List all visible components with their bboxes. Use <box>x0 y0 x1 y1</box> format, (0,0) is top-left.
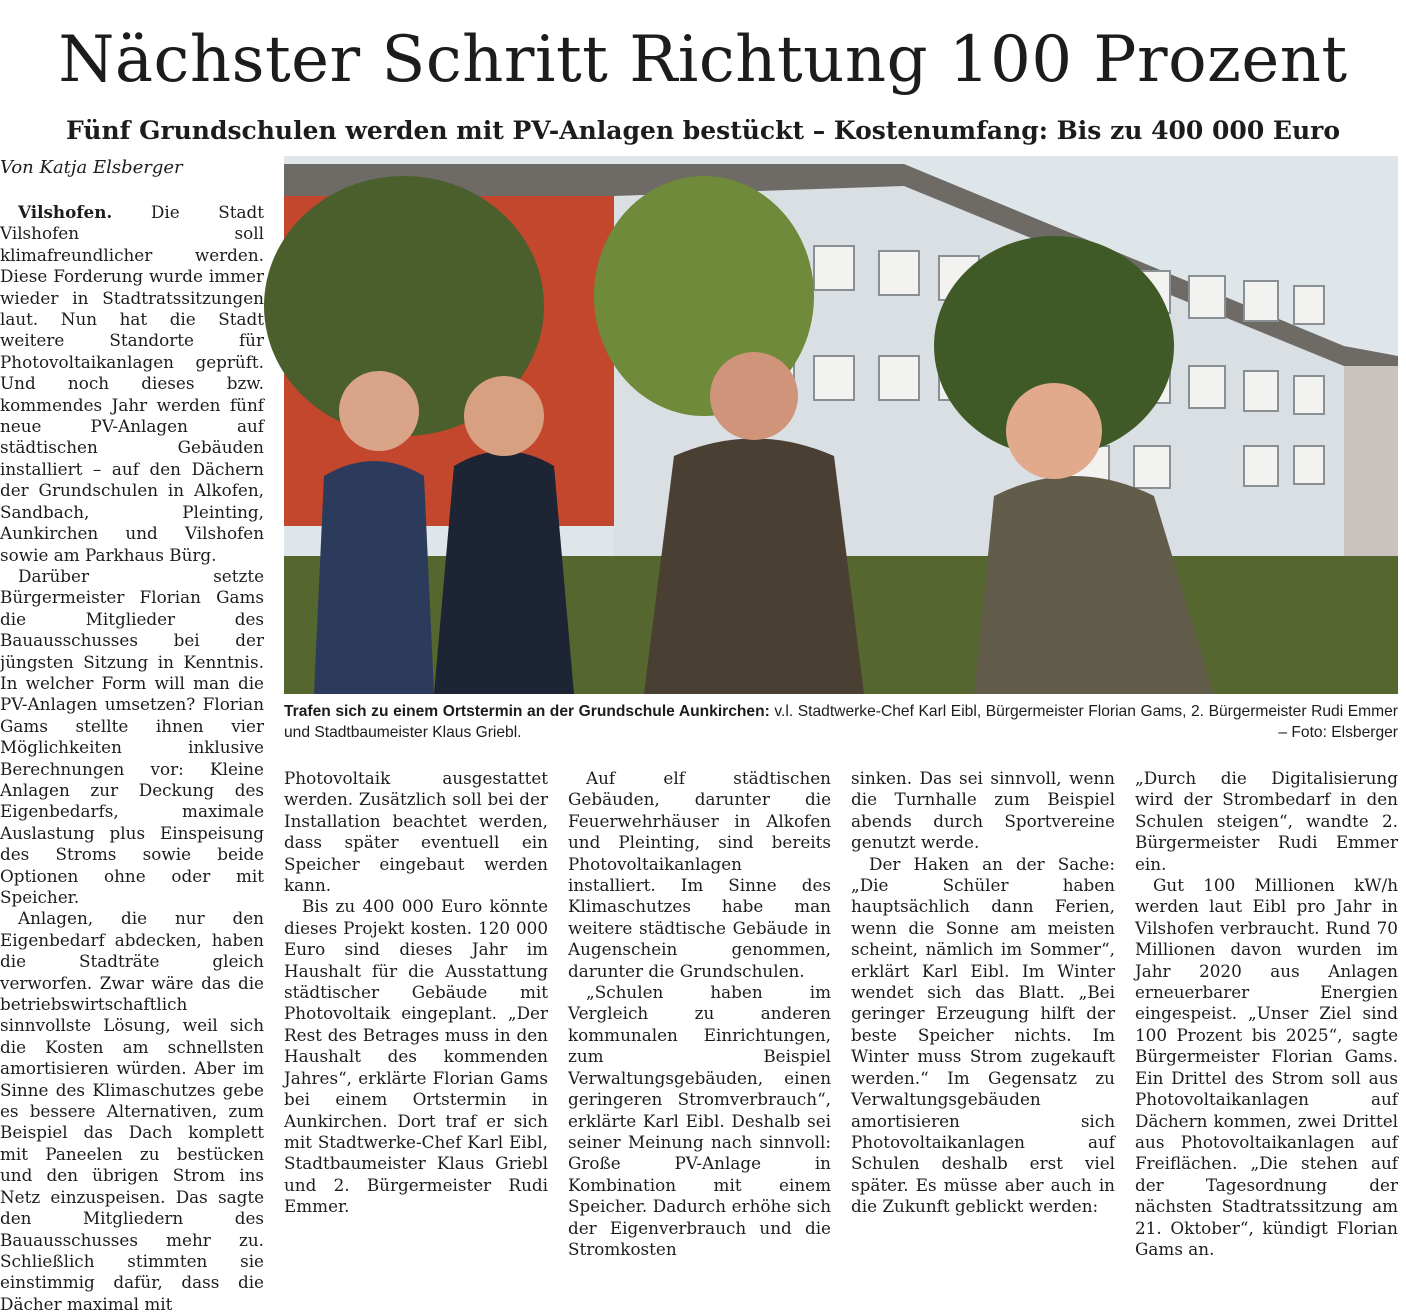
caption-head: Trafen sich zu einem Ortstermin an der Grundschule Aunkirchen: <box>284 703 770 720</box>
article-column-5 <box>1135 768 1398 1259</box>
paragraph-10: „Durch die Digitalisierung wird der Strombedarf in den Schulen steigen“, wandte 2. Bürgermeister Rudi Emmer ein. <box>1135 768 1398 874</box>
photo-caption <box>284 701 1398 743</box>
paragraph-1-text: Die Stadt Vilshofen soll klimafreundlicher werden. Diese Forderung wurde immer wieder in Stadtratssitzungen laut. Nun hat die Stadt weitere Standorte für Photovoltaikanlagen geprüft. Und noch dieses bzw. kommendes Jahr werden fünf neue PV-Anlagen auf städtischen Gebäuden installiert – auf den Dächern der Grundschulen in Alkofen, Sandbach, Pleinting, Aunkirchen und Vilshofen sowie am Parkhaus Bürg. <box>0 202 264 565</box>
paragraph-4: Photovoltaik ausgestattet werden. Zusätzlich soll bei der Installation beachtet werden, dass später eventuell ein Speicher eingebaut werden kann. <box>284 768 548 896</box>
paragraph-8: sinken. Das sei sinnvoll, wenn die Turnhalle zum Beispiel abends durch Sportvereine genutzt werde. <box>851 768 1115 853</box>
article-column-1 <box>0 202 264 1314</box>
paragraph-7: „Schulen haben im Vergleich zu anderen kommunalen Einrichtungen, zum Beispiel Verwaltungsgebäuden, einen geringeren Stromverbrauch“, erklärte Karl Eibl. Deshalb sei seiner Meinung nach sinnvoll: Große PV-Anlage in Kombination mit einem Speicher. Dadurch erhöhe sich der Eigenverbrauch und die Stromkosten <box>568 982 831 1259</box>
paragraph-9: Der Haken an der Sache: „Die Schüler haben hauptsächlich dann Ferien, wenn die Sonne am meisten scheint, nämlich im Sommer“, erklärt Karl Eibl. Im Winter wendet sich das Blatt. „Bei geringer Erzeugung hilft der beste Speicher nichts. Im Winter muss Strom zugekauft werden.“ Im Gegensatz zu Verwaltungsgebäuden amortisieren sich Photovoltaikanlagen auf Schulen deshalb erst viel später. Es müsse aber auch in die Zukunft geblickt werden: <box>851 853 1115 1217</box>
caption-text: v.l. Stadtwerke-Chef Karl Eibl, Bürgermeister Florian Gams, 2. Bürgermeister Rudi Emmer und Stadtbaumeister Klaus Griebl. <box>284 703 1398 741</box>
paragraph-6: Auf elf städtischen Gebäuden, darunter die Feuerwehrhäuser in Alkofen und Pleinting, sind bereits Photovoltaikanlagen installiert. Im Sinne des Klimaschutzes habe man weitere städtische Gebäude in Augenschein genommen, darunter die Grundschulen. <box>568 768 831 981</box>
dateline: Vilshofen. <box>18 202 113 222</box>
paragraph-2: Darüber setzte Bürgermeister Florian Gams die Mitglieder des Bauausschusses bei der jüngsten Sitzung in Kenntnis. In welcher Form will man die PV-Anlagen umsetzen? Florian Gams stellte ihnen vier Möglichkeiten inklusive Berechnungen vor: Kleine Anlagen zur Deckung des Eigenbedarfs, maximale Auslastung plus Einspeisung des Stroms sowie beide Optionen ohne oder mit Speicher. <box>0 565 264 907</box>
article-photo <box>284 156 1398 694</box>
article-column-2 <box>284 768 548 1217</box>
paragraph-11: Gut 100 Millionen kW/h werden laut Eibl pro Jahr in Vilshofen verbraucht. Rund 70 Millionen davon wurden im Jahr 2020 aus Anlagen erneuerbarer Energien eingespeist. „Unser Ziel sind 100 Prozent bis 2025“, sagte Bürgermeister Florian Gams. Ein Drittel des Strom soll aus Photovoltaikanlagen auf Dächern kommen, zwei Drittel aus Photovoltaikanlagen auf Freiflächen. „Die stehen auf der Tagesordnung der nächsten Stadtratssitzung am 21. Oktober“, kündigt Florian Gams an. <box>1135 875 1398 1259</box>
paragraph-3: Anlagen, die nur den Eigenbedarf abdecken, haben die Stadträte gleich verworfen. Zwar wäre das die betriebswirtschaftlich sinnvollste Lösung, weil sich die Kosten am schnellsten amortisieren würden. Aber im Sinne des Klimaschutzes gebe es bessere Alternativen, zum Beispiel das Dach komplett mit Paneelen zu bestücken und den übrigen Strom ins Netz einzuspeisen. Das sagte den Mitgliedern des Bauausschusses mehr zu. Schließlich stimmten sie einstimmig dafür, dass die Dächer maximal mit <box>0 908 264 1314</box>
headline: Nächster Schritt Richtung 100 Prozent <box>58 23 1348 97</box>
byline: Von Katja Elsberger <box>0 157 183 178</box>
paragraph-5: Bis zu 400 000 Euro könnte dieses Projekt kosten. 120 000 Euro sind dieses Jahr im Haushalt für die Ausstattung städtischer Gebäude mit Photovoltaik eingeplant. „Der Rest des Betrages muss in den Haushalt des kommenden Jahres“, erklärte Florian Gams bei einem Ortstermin in Aunkirchen. Dort traf er sich mit Stadtwerke-Chef Karl Eibl, Stadtbaumeister Klaus Griebl und 2. Bürgermeister Rudi Emmer. <box>284 896 548 1217</box>
subheadline: Fünf Grundschulen werden mit PV-Anlagen bestückt – Kostenumfang: Bis zu 400 000 Euro <box>65 116 1340 145</box>
paragraph-1 <box>0 202 264 566</box>
photo-credit: – Foto: Elsberger <box>1278 724 1398 741</box>
article-column-4 <box>851 768 1115 1217</box>
article-column-3 <box>568 768 831 1259</box>
photo-image <box>284 156 1398 694</box>
